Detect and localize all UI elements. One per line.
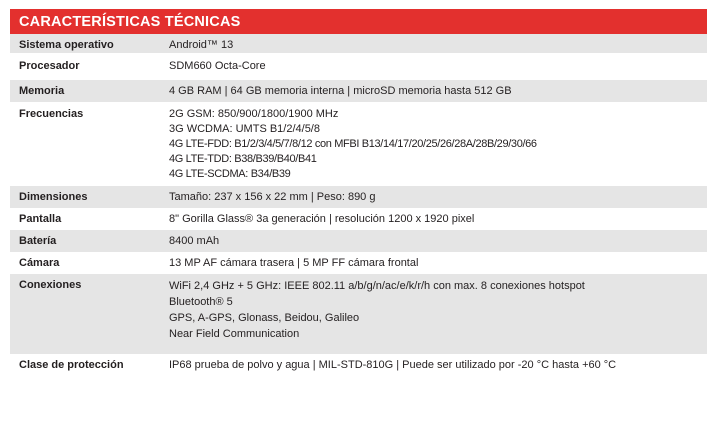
spec-value: IP68 prueba de polvo y agua | MIL-STD-810G | Puede ser utilizado por -20 °C hasta +60 °C: [169, 359, 617, 371]
spec-label: Procesador: [19, 60, 80, 72]
spec-row-conexiones: [10, 274, 707, 354]
spec-label: Dimensiones: [19, 191, 88, 203]
spec-row-dimensiones: [10, 186, 707, 208]
section-title: CARACTERÍSTICAS TÉCNICAS: [19, 13, 241, 30]
spec-values: [169, 38, 707, 53]
spec-value: 13 MP AF cámara trasera | 5 MP FF cámara frontal: [169, 257, 419, 269]
spec-values: [169, 212, 707, 227]
spec-row-pantalla: [10, 208, 707, 230]
spec-row-bateria: [10, 230, 707, 252]
spec-value: Near Field Communication: [169, 328, 300, 340]
spec-value: WiFi 2,4 GHz + 5 GHz: IEEE 802.11 a/b/g/n/ac/e/k/r/h con max. 8 conexiones hotspot: [169, 280, 585, 292]
spec-values: [169, 358, 707, 373]
spec-values: [169, 234, 707, 249]
spec-value: 4 GB RAM | 64 GB memoria interna | microSD memoria hasta 512 GB: [169, 85, 512, 97]
spec-value: Bluetooth® 5: [169, 296, 233, 308]
section-title-bar: [10, 9, 707, 34]
spec-label: Conexiones: [19, 279, 82, 291]
spec-label: Pantalla: [19, 213, 62, 225]
spec-value: 4G LTE-SCDMA: B34/B39: [169, 168, 291, 180]
spec-value: GPS, A-GPS, Glonass, Beidou, Galileo: [169, 312, 360, 324]
spec-value: SDM660 Octa-Core: [169, 60, 266, 72]
spec-label: Memoria: [19, 85, 65, 97]
spec-row-camara: [10, 252, 707, 274]
spec-row-sistema-operativo: [10, 34, 707, 53]
spec-label: Clase de protección: [19, 359, 124, 371]
spec-values: [169, 256, 707, 271]
spec-label: Frecuencias: [19, 108, 84, 120]
spec-label: Sistema operativo: [19, 39, 114, 51]
spec-value: 4G LTE-FDD: B1/2/3/4/5/7/8/12 con MFBI B13/14/17/20/25/26/28A/28B/29/30/66: [169, 138, 537, 150]
spec-row-clase-de-proteccion: [10, 354, 707, 376]
spec-label: Cámara: [19, 257, 60, 269]
spec-value: 4G LTE-TDD: B38/B39/B40/B41: [169, 153, 317, 165]
spec-value: 2G GSM: 850/900/1800/1900 MHz: [169, 108, 339, 120]
spec-values: [169, 278, 707, 342]
spec-row-procesador: [10, 53, 707, 80]
spec-value: 3G WCDMA: UMTS B1/2/4/5/8: [169, 123, 320, 135]
spec-value: 8400 mAh: [169, 235, 220, 247]
spec-value: 8" Gorilla Glass® 3a generación | resolución 1200 x 1920 pixel: [169, 213, 475, 225]
spec-values: [169, 59, 707, 74]
spec-row-frecuencias: [10, 102, 707, 186]
spec-values: [169, 107, 707, 182]
spec-value: Android™ 13: [169, 39, 234, 51]
tech-specs-sheet: [10, 9, 707, 376]
spec-values: [169, 190, 707, 205]
spec-value: Tamaño: 237 x 156 x 22 mm | Peso: 890 g: [169, 191, 376, 203]
spec-row-memoria: [10, 80, 707, 102]
spec-values: [169, 84, 707, 99]
spec-label: Batería: [19, 235, 57, 247]
